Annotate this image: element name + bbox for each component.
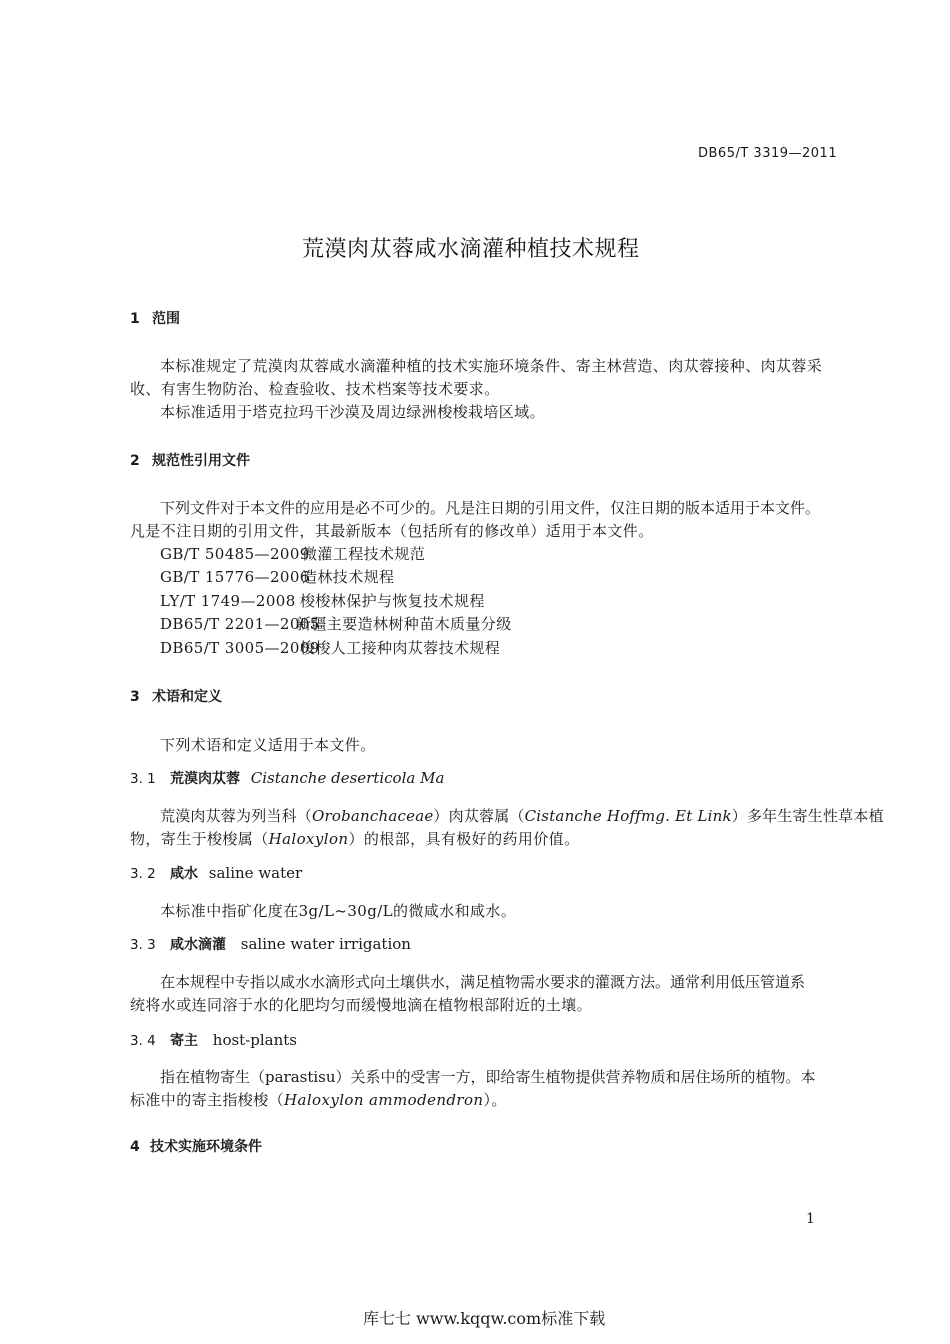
footer-watermark: 库七七 www.kqqw.com标准下载 — [363, 1309, 606, 1328]
term-3-1-heading — [130, 768, 444, 788]
paragraph: 下列术语和定义适用于本文件。 — [160, 736, 376, 754]
paragraph — [130, 828, 580, 851]
text: 荒漠肉苁蓉为列当科（ — [160, 807, 313, 825]
section-title: 技术实施环境条件 — [150, 1139, 262, 1155]
term-3-4-heading — [130, 1030, 297, 1050]
text: ）的根部，具有极好的药用价值。 — [348, 830, 580, 848]
section-number: 3 — [130, 689, 140, 705]
term-en: Cistanche deserticola Ma — [250, 769, 445, 787]
term-number: 3. 3 — [130, 937, 156, 953]
reference-code: DB65/T 3005—2009 — [160, 639, 320, 657]
reference-item — [160, 543, 425, 566]
text-latin: Cistanche Hoffmg. Et Link — [524, 807, 732, 825]
page-number: 1 — [806, 1211, 815, 1227]
reference-name: 梭梭林保护与恢复技术规程 — [300, 592, 485, 610]
reference-item — [160, 613, 512, 636]
reference-name: 造林技术规程 — [302, 568, 395, 586]
section-1-heading — [130, 308, 180, 328]
reference-code: GB/T 15776—2006 — [160, 568, 310, 586]
term-cn: 咸水滴灌 — [170, 937, 226, 953]
section-3-heading — [130, 686, 222, 706]
paragraph: 收、有害生物防治、检查验收、技术档案等技术要求。 — [130, 380, 500, 398]
reference-item — [160, 637, 500, 660]
paragraph: 在本规程中专指以咸水水滴形式向土壤供水，满足植物需水要求的灌溉方法。通常利用低压管道系 — [160, 973, 806, 991]
standard-code: DB65/T 3319—2011 — [698, 146, 838, 161]
term-cn: 咸水 — [170, 866, 198, 882]
term-number: 3. 1 — [130, 771, 156, 787]
section-number: 1 — [130, 311, 140, 327]
reference-name: 微灌工程技术规范 — [302, 545, 426, 563]
reference-name: 新疆主要造林树种苗木质量分级 — [296, 615, 512, 633]
section-4-heading — [130, 1136, 262, 1156]
paragraph: 统将水或连同溶于水的化肥均匀而缓慢地滴在植物根部附近的土壤。 — [130, 996, 593, 1014]
text-latin: Orobanchaceae — [312, 807, 434, 825]
text: ）。 — [483, 1091, 507, 1109]
text: ）多年生寄生性草本植 — [731, 807, 884, 825]
term-number: 3. 2 — [130, 866, 156, 882]
term-number: 3. 4 — [130, 1033, 156, 1049]
term-3-2-heading — [130, 863, 302, 883]
paragraph: 凡是不注日期的引用文件，其最新版本（包括所有的修改单）适用于本文件。 — [130, 522, 654, 540]
section-title: 规范性引用文件 — [152, 453, 250, 469]
term-en: saline water — [208, 864, 303, 882]
reference-item — [160, 566, 394, 589]
text-latin: Haloxylon ammodendron — [284, 1091, 484, 1109]
section-title: 术语和定义 — [152, 689, 222, 705]
text: 物，寄生于梭梭属（ — [130, 830, 269, 848]
term-cn: 荒漠肉苁蓉 — [170, 771, 240, 787]
document-title: 荒漠肉苁蓉咸水滴灌种植技术规程 — [302, 237, 640, 262]
paragraph: 下列文件对于本文件的应用是必不可少的。凡是注日期的引用文件，仅注日期的版本适用于本文件。 — [160, 499, 821, 517]
reference-name: 梭梭人工接种肉苁蓉技术规程 — [300, 639, 501, 657]
term-3-3-heading — [130, 934, 411, 954]
paragraph: 本标准适用于塔克拉玛干沙漠及周边绿洲梭梭栽培区域。 — [160, 403, 546, 421]
reference-code: LY/T 1749—2008 — [160, 592, 296, 610]
paragraph: 指在植物寄生（parastisu）关系中的受害一方，即给寄生植物提供营养物质和居住场所的植物。本 — [160, 1068, 816, 1086]
text-latin: Haloxylon — [268, 830, 349, 848]
reference-code: DB65/T 2201—2005 — [160, 615, 320, 633]
section-2-heading — [130, 450, 250, 470]
paragraph: 本标准中指矿化度在3g/L~30g/L的微咸水和咸水。 — [160, 902, 517, 920]
section-number: 4 — [130, 1139, 140, 1155]
paragraph: 本标准规定了荒漠肉苁蓉咸水滴灌种植的技术实施环境条件、寄主林营造、肉苁蓉接种、肉苁蓉采 — [160, 357, 823, 375]
text: 标准中的寄主指梭梭（ — [130, 1091, 285, 1109]
reference-item — [160, 590, 485, 613]
term-en: host-plants — [212, 1031, 297, 1049]
reference-code: GB/T 50485—2009 — [160, 545, 310, 563]
paragraph — [130, 1089, 507, 1112]
section-title: 范围 — [152, 311, 180, 327]
section-number: 2 — [130, 453, 140, 469]
term-en: saline water irrigation — [240, 935, 411, 953]
text: ）肉苁蓉属（ — [433, 807, 525, 825]
paragraph — [160, 805, 884, 828]
term-cn: 寄主 — [170, 1033, 198, 1049]
